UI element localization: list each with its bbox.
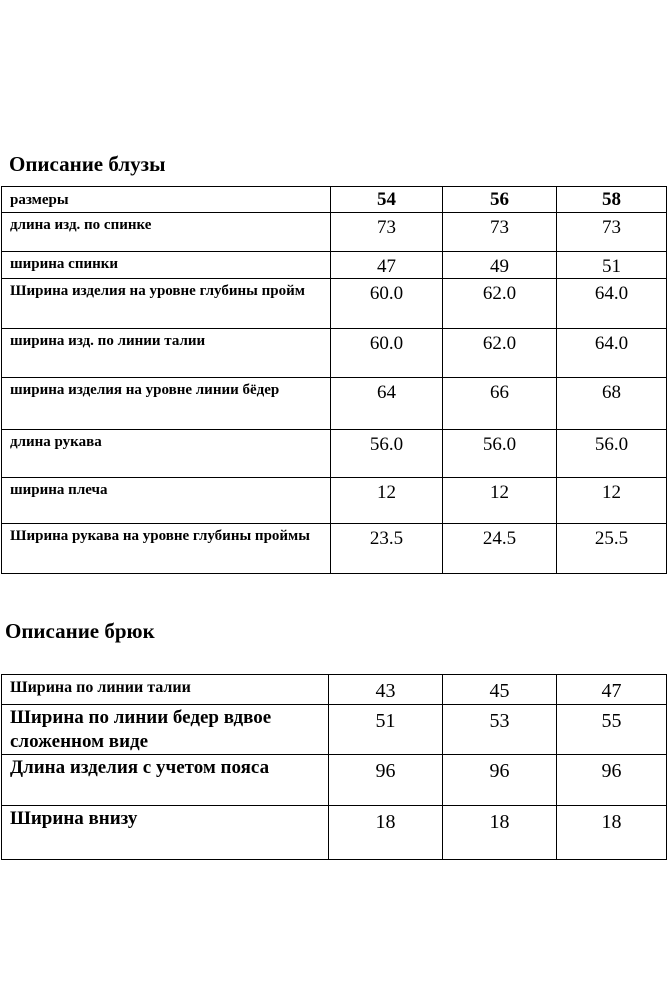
table-row [2, 430, 667, 478]
row-label: длина изд. по спинке [2, 213, 331, 252]
row-label: ширина изделия на уровне линии бёдер [2, 378, 331, 430]
cell-value: 53 [443, 705, 557, 755]
row-label: Ширина по линии бедер вдвое сложенном виде [2, 705, 329, 755]
table-row [2, 755, 667, 806]
table-row [2, 378, 667, 430]
sizes-label: размеры [2, 187, 331, 213]
row-label: ширина плеча [2, 478, 331, 524]
cell-value: 62.0 [443, 329, 557, 378]
pants-section-title: Описание брюк [5, 619, 155, 643]
row-label: Ширина рукава на уровне глубины проймы [2, 524, 331, 574]
table-row [2, 329, 667, 378]
cell-value: 73 [331, 213, 443, 252]
cell-value: 62.0 [443, 279, 557, 329]
cell-value: 73 [443, 213, 557, 252]
row-label: Ширина изделия на уровне глубины пройм [2, 279, 331, 329]
row-label: Длина изделия с учетом пояса [2, 755, 329, 806]
cell-value: 12 [331, 478, 443, 524]
table-row [2, 213, 667, 252]
cell-value: 43 [329, 675, 443, 705]
cell-value: 45 [443, 675, 557, 705]
cell-value: 51 [329, 705, 443, 755]
cell-value: 12 [443, 478, 557, 524]
cell-value: 56.0 [557, 430, 667, 478]
size-54-header: 54 [331, 187, 443, 213]
pants-measurements-table [1, 674, 667, 860]
row-label: ширина изд. по линии талии [2, 329, 331, 378]
cell-value: 56.0 [331, 430, 443, 478]
blouse-measurements-table [1, 186, 667, 574]
table-row [2, 524, 667, 574]
table-row [2, 705, 667, 755]
table-row [2, 279, 667, 329]
table-row [2, 478, 667, 524]
row-label: ширина спинки [2, 252, 331, 279]
cell-value: 96 [557, 755, 667, 806]
cell-value: 12 [557, 478, 667, 524]
cell-value: 25.5 [557, 524, 667, 574]
cell-value: 73 [557, 213, 667, 252]
cell-value: 18 [329, 806, 443, 860]
cell-value: 60.0 [331, 329, 443, 378]
size-56-header: 56 [443, 187, 557, 213]
cell-value: 23.5 [331, 524, 443, 574]
cell-value: 24.5 [443, 524, 557, 574]
row-label: Ширина по линии талии [2, 675, 329, 705]
cell-value: 60.0 [331, 279, 443, 329]
cell-value: 96 [329, 755, 443, 806]
cell-value: 55 [557, 705, 667, 755]
table-row [2, 675, 667, 705]
cell-value: 51 [557, 252, 667, 279]
size-58-header: 58 [557, 187, 667, 213]
blouse-section-title: Описание блузы [9, 152, 166, 176]
cell-value: 47 [331, 252, 443, 279]
cell-value: 18 [443, 806, 557, 860]
cell-value: 64.0 [557, 279, 667, 329]
cell-value: 64.0 [557, 329, 667, 378]
cell-value: 47 [557, 675, 667, 705]
table-row [2, 252, 667, 279]
table-row [2, 806, 667, 860]
cell-value: 66 [443, 378, 557, 430]
cell-value: 18 [557, 806, 667, 860]
cell-value: 68 [557, 378, 667, 430]
cell-value: 64 [331, 378, 443, 430]
cell-value: 49 [443, 252, 557, 279]
row-label: длина рукава [2, 430, 331, 478]
cell-value: 56.0 [443, 430, 557, 478]
cell-value: 96 [443, 755, 557, 806]
size-header-row [2, 187, 667, 213]
row-label: Ширина внизу [2, 806, 329, 860]
